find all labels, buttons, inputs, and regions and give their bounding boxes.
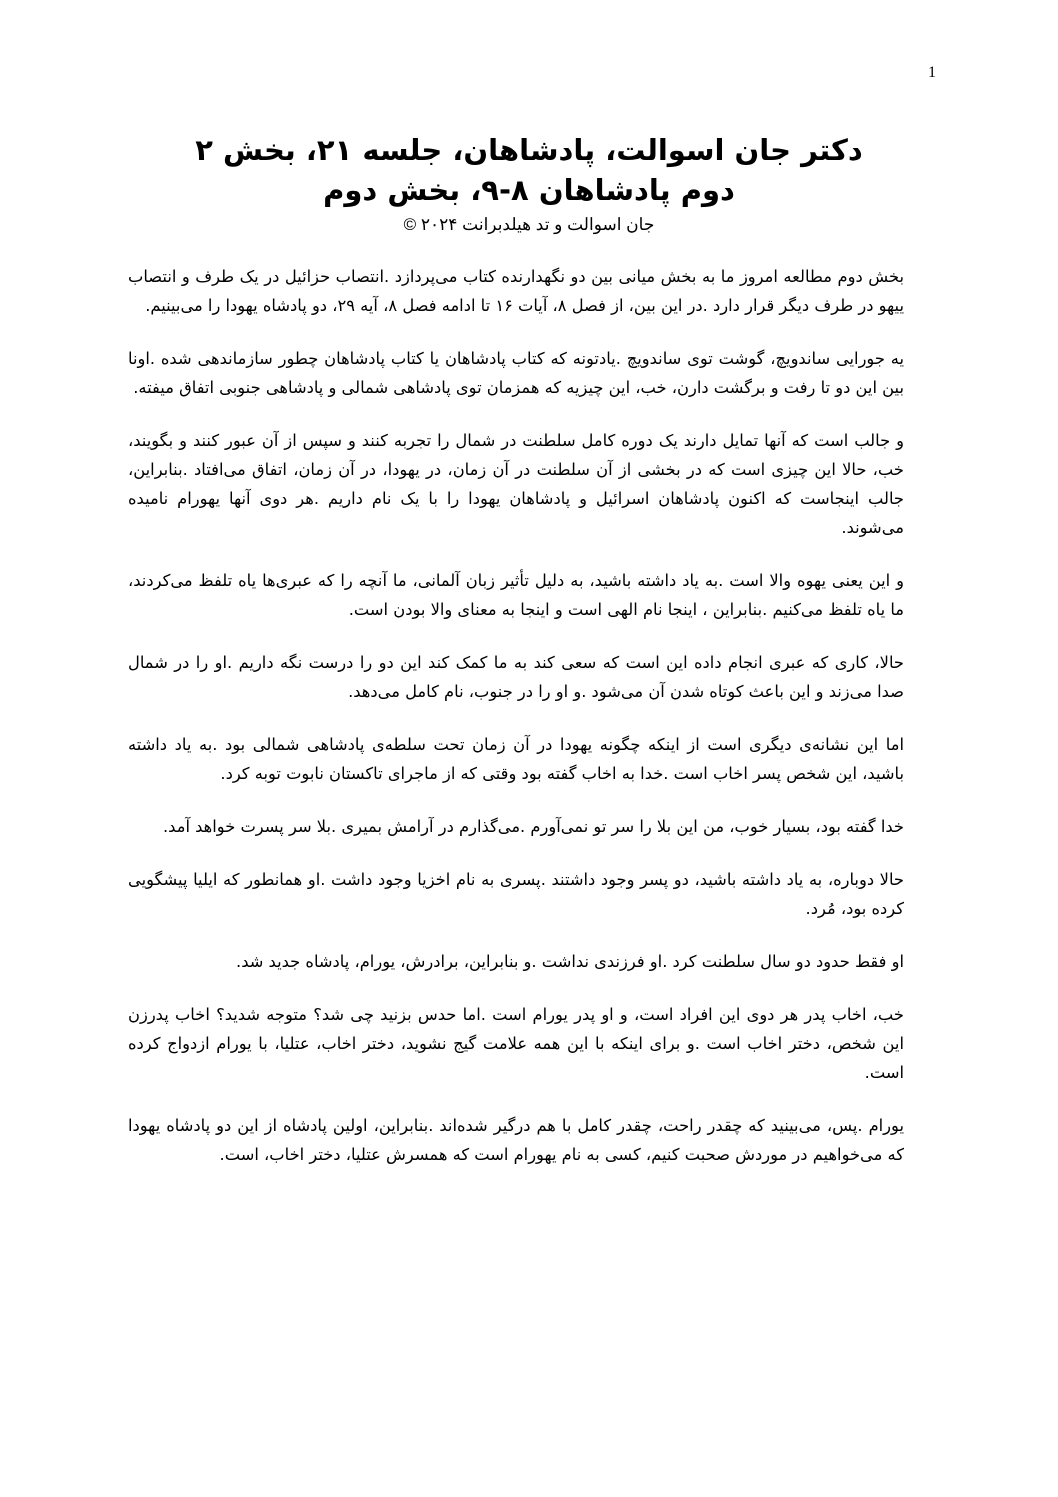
- body-paragraph-2: یه جورایی ساندویچ، گوشت توی ساندویچ .یادتونه که کتاب پادشاهان یا کتاب پادشاهان چطور سازماندهی شده .اونا بین این دو تا رفت و برگشت دارن، خب، این چیزیه که همزمان توی پادشاهی شمالی و پادشاهی جنوبی اتفاق میفته.: [128, 349, 904, 397]
- body-paragraph-4: و این یعنی یهوه والا است .به یاد داشته باشید، به دلیل تأثیر زبان آلمانی، ما آنچه را که عبری‌ها یاه تلفظ می‌کردند، ما یاه تلفظ می‌کنیم .بنابراین ، اینجا نام الهی است و اینجا به معنای والا بودن است.: [128, 571, 904, 619]
- document-header: [100, 130, 958, 238]
- body-paragraph-9: او فقط حدود دو سال سلطنت کرد .او فرزندی نداشت .و بنابراین، برادرش، یورام، پادشاه جدید شد.: [236, 952, 904, 971]
- body-paragraph-7: خدا گفته بود، بسیار خوب، من این بلا را سر تو نمی‌آورم .می‌گذارم در آرامش بمیری .بلا سر پسرت خواهد آمد.: [163, 817, 904, 836]
- body-paragraph-10: خب، اخاب پدر هر دوی این افراد است، و او پدر یورام است .اما حدس بزنید چی شد؟ متوجه شدید؟ اخاب پدرزن این شخص، دختر اخاب است .و برای اینکه با این همه علامت گیج نشوید، دختر اخاب، عتلیا، با یورام ازدواج کرده است.: [128, 1005, 904, 1082]
- page-number: 1: [928, 64, 936, 81]
- body-paragraph-6: اما این نشانه‌ی دیگری است از اینکه چگونه یهودا در آن زمان تحت سلطه‌ی پادشاهی شمالی بود .به یاد داشته باشید، این شخص پسر اخاب است .خدا به اخاب گفته بود وقتی که از ماجرای تاکستان نابوت توبه کرد.: [128, 735, 904, 783]
- body-paragraph-5: حالا، کاری که عبری انجام داده این است که سعی کند به ما کمک کند این دو را درست نگه داریم .او را در شمال صدا می‌زند و این باعث کوتاه شدن آن می‌شود .و او را در جنوب، نام کامل می‌دهد.: [128, 653, 904, 701]
- document-title-line-2: دوم پادشاهان ۸-۹، بخش دوم: [323, 173, 735, 207]
- copyright-notice: جان اسوالت و تد هیلدبرانت ۲۰۲۴ ©: [403, 215, 655, 234]
- body-paragraph-8: حالا دوباره، به یاد داشته باشید، دو پسر وجود داشتند .پسری به نام اخزیا وجود داشت .او همانطور که ایلیا پیشگویی کرده بود، مُرد.: [128, 870, 904, 918]
- body-paragraph-11: یورام .پس، می‌بینید که چقدر راحت، چقدر کامل با هم درگیر شده‌اند .بنابراین، اولین پادشاه از این دو پادشاه یهودا که می‌خواهیم در موردش صحبت کنیم، کسی به نام یهورام است که همسرش عتلیا، دختر اخاب، است.: [128, 1116, 904, 1164]
- document-title-line-1: دکتر جان اسوالت، پادشاهان، جلسه ۲۱، بخش ۲: [195, 133, 863, 167]
- body-paragraph-1: بخش دوم مطالعه امروز ما به بخش میانی بین دو نگهدارنده کتاب می‌پردازد .انتصاب حزائیل در یک طرف و انتصاب ییهو در طرف دیگر قرار دارد .در این بین، از فصل ۸، آیات ۱۶ تا ادامه فصل ۸، آیه ۲۹، دو پادشاه یهودا را می‌بینیم.: [128, 267, 904, 315]
- body-paragraph-3: و جالب است که آنها تمایل دارند یک دوره کامل سلطنت در شمال را تجربه کنند و سپس از آن عبور کنند و بگویند، خب، حالا این چیزی است که در بخشی از آن سلطنت در آن زمان، در یهودا، در آن زمان، اتفاق می‌افتاد .بنابراین، جالب اینجاست که اکنون پادشاهان اسرائیل و پادشاهان یهودا را با یک نام داریم .هر دوی آنها یهورام نامیده می‌شوند.: [128, 431, 904, 537]
- document-body: [128, 262, 904, 1193]
